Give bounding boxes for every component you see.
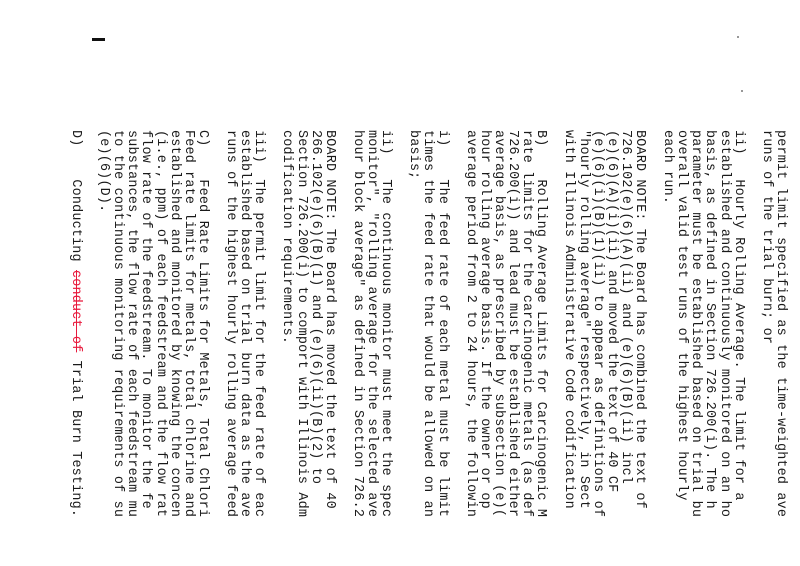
document-line: ii) The continuous monitor must meet the spec	[378, 130, 394, 518]
document-line: (i.e., ppm) of each feedstream and the flow rat	[152, 130, 168, 518]
document-line: BOARD NOTE: The Board has moved the text of 40	[321, 130, 337, 509]
document-line: BOARD NOTE: The Board has combined the text of	[632, 130, 647, 509]
document-line: parameter must be established based on trial bu	[688, 130, 704, 518]
document-line: to the continuous monitoring requirements of su	[110, 130, 126, 518]
document-line: established based on trial burn data as the ave	[237, 130, 253, 518]
document-line: B) Rolling Average Limits for Carcinogenic M	[533, 130, 549, 518]
document-line: 726.102(e)(6)(A)(ii) and (e)(6)(B)(ii) incl	[617, 130, 633, 485]
document-line: average period from 2 to 24 hours, the followin	[462, 130, 478, 518]
document-line: (e)(6)(D).	[96, 130, 112, 213]
document-line: established and monitored by knowing the concen	[166, 130, 182, 518]
document-line: basis;	[406, 130, 422, 180]
document-line: flow rate of the feedstream. To monitor the fe	[138, 130, 154, 509]
document-line: monitor", "rolling average for the selected ave	[364, 130, 380, 518]
document-line: iii) The permit limit for the feed rate of eac	[251, 130, 267, 518]
document-line: each run.	[660, 130, 676, 205]
document-line: D) Conducting conduct of Trial Burn Testing.	[68, 130, 83, 518]
document-line: with Illinois Administrative Code codification	[561, 130, 577, 509]
document-line: Feed rate limits for metals, total chlorine and	[180, 130, 196, 518]
document-line: established and continuously monitored on an ho	[716, 130, 732, 518]
document-line: i) The feed rate of each metal must be limit	[434, 130, 450, 518]
struck-text: conduct of	[68, 270, 83, 353]
document-line: codification requirements.	[279, 130, 295, 345]
document-line: ii) Hourly Rolling Average. The limit for a	[730, 130, 746, 501]
document-line: (e)(6)(i)(B)(1)(ii) to appear as definitions of	[589, 130, 605, 518]
document-line: 266.102(e)(6)(B)(1) and (e)(6)(ii)(B)(2) to	[307, 130, 323, 485]
document-line: times the feed rate that would be allowed on an	[420, 130, 436, 518]
document-line: runs of the trial burn; or	[758, 130, 774, 345]
document-line: rate limits for the carcinogenic metals (as def	[519, 130, 535, 518]
document-line: permit limit specified as the time-weighted ave	[773, 130, 788, 518]
heading-tail-text: Trial Burn Testing.	[68, 352, 83, 518]
document-line: overall valid test runs of the highest hourly	[674, 130, 690, 501]
document-line: substances, the flow rate of each feedstream mu	[124, 130, 140, 518]
document-line: (e)(6)(A)(i)(ii) and moved the text of 40 CF	[603, 130, 619, 493]
document-line: hour rolling average basis. If the owner or op	[476, 130, 492, 509]
document-line: "hourly rolling average" respectively, in Sect	[575, 130, 591, 509]
document-line: hour block average" as defined in Section 726.2	[350, 130, 365, 518]
document-line: average basis, as prescribed by subsection (e)(	[491, 130, 506, 518]
document-line: 726.200(i)) and lead must be established either	[505, 130, 521, 518]
document-line: basis, as defined in Section 726.200(i). The h	[702, 130, 718, 509]
document-line: C) Feed Rate Limits for Metals, Total Chlori	[194, 130, 210, 518]
document-line: runs of the highest hourly rolling average feed	[223, 130, 239, 518]
document-line: Section 726.200(i) to comport with Illinois Adm	[293, 130, 309, 518]
